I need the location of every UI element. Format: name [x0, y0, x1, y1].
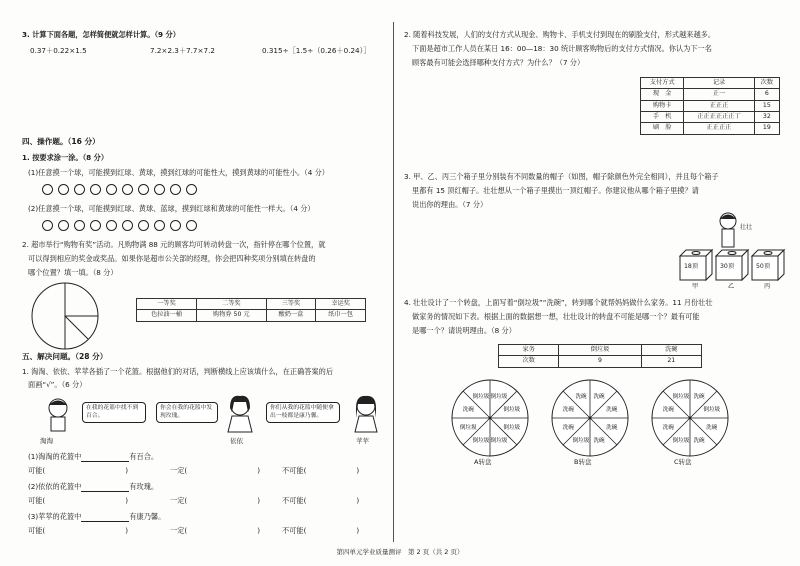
- wheel-sector-label: 倒垃圾: [490, 437, 508, 444]
- chore-head: 洗碗: [641, 345, 702, 356]
- prize-head-cell: 一等奖: [137, 299, 197, 310]
- q5-part3: [28, 512, 165, 522]
- ball[interactable]: [122, 184, 133, 195]
- q5-part3-impossible: [282, 526, 359, 536]
- box-count-jia: 18顶: [684, 263, 699, 270]
- taotao-figure: [38, 396, 78, 434]
- bubble-pingping: 你们从我的花篮中随便拿出一枝都是康乃馨。: [266, 402, 340, 423]
- option-close: ): [125, 526, 128, 535]
- chore-cell: 次数: [499, 356, 559, 367]
- option-close: ): [125, 496, 128, 505]
- bubble-taotao: 在我的花篮中找不到百合。: [82, 402, 146, 423]
- q5-part3-certain: [170, 526, 260, 536]
- prize-table: [136, 298, 366, 322]
- q5-part2-certain: [170, 496, 260, 506]
- option-impossible[interactable]: 不可能(: [282, 526, 307, 535]
- wheel-sector-label: 倒垃圾: [459, 425, 477, 432]
- payment-head: 记录: [684, 78, 754, 89]
- option-close: ): [356, 466, 360, 475]
- q4-1-title: 1. 按要求涂一涂。（8 分）: [22, 153, 109, 162]
- ball[interactable]: [122, 220, 133, 231]
- prize-cell: 色拉油一桶: [137, 310, 197, 321]
- box-name-yi: 乙: [728, 283, 735, 290]
- wheel-sector-label: 倒垃圾: [472, 394, 490, 401]
- q4-2-line2: 可以得到相应的奖金或奖品。如果你是超市公关部的经理，你会把四种奖项分别填在转盘的: [28, 254, 316, 263]
- wheel-c-label: C转盘: [674, 458, 692, 466]
- prize-head-cell: 二等奖: [197, 299, 266, 310]
- wheel-sector-label: 倒垃圾: [672, 437, 690, 444]
- answer-blank[interactable]: [81, 484, 129, 492]
- wheel-sector-label: 洗碗: [662, 425, 674, 432]
- r-q3-line1: 3. 甲、乙、丙三个箱子里分别装有不同数量的帽子（如图，帽子除颜色外完全相同），并且每个箱子: [404, 172, 719, 181]
- ball-row-2: [42, 220, 202, 234]
- wheel-sector-label: 洗碗: [593, 394, 605, 401]
- payment-method: 手 机: [641, 112, 684, 123]
- option-close: ): [125, 466, 128, 475]
- part-suffix: 有玫瑰。: [129, 482, 159, 491]
- q5-part1-impossible: [282, 466, 359, 476]
- q3-expr-3: 0.315÷［1.5÷（0.26＋0.24）］: [262, 46, 371, 55]
- yiyi-figure: [222, 394, 258, 434]
- section-4-heading: 四、操作题。（16 分）: [22, 137, 100, 146]
- payment-count: 19: [754, 123, 779, 134]
- chore-table: [498, 344, 702, 368]
- box-count-yi: 30顶: [720, 263, 735, 270]
- ball[interactable]: [106, 220, 117, 231]
- wheel-center: [489, 417, 492, 420]
- payment-method: 现 金: [641, 89, 684, 100]
- box-name-bing: 丙: [764, 283, 771, 290]
- option-possible[interactable]: 可能(: [28, 526, 46, 535]
- ball[interactable]: [154, 220, 165, 231]
- ball[interactable]: [138, 220, 149, 231]
- payment-method: 购物卡: [641, 100, 684, 111]
- prize-cell: 酸奶一盒: [266, 310, 316, 321]
- option-close: ): [257, 466, 260, 475]
- wheel-sector-label: 倒垃圾: [672, 394, 690, 401]
- q5-1-line1: 1. 淘淘、依依、苹苹各插了一个花篮。根据他们的对话，判断横线上应该填什么，在正确答案的后: [22, 367, 334, 376]
- q5-part1: [28, 452, 158, 462]
- wheel-c[interactable]: [640, 376, 740, 460]
- r-q2-line3: 顾客最有可能会选择哪种支付方式？为什么？（7 分）: [412, 58, 585, 67]
- ball[interactable]: [58, 184, 69, 195]
- wheel-a-label: A转盘: [474, 458, 492, 466]
- ball[interactable]: [90, 220, 101, 231]
- q4-2-line1: 2. 超市举行“购物有奖”活动。凡购物满 88 元的顾客均可转动转盘一次，指针停在哪个位置，就: [22, 240, 326, 249]
- option-close: ): [257, 526, 260, 535]
- wheel-a[interactable]: [440, 376, 540, 460]
- section-5-heading: 五、解决问题。（28 分）: [22, 352, 108, 361]
- name-pingping: 苹苹: [356, 437, 369, 445]
- q4-1-a: (1)任意摸一个球，可能摸到红球、黄球，摸到红球的可能性大，摸到黄球的可能性小。（4 分）: [28, 168, 329, 177]
- wheel-sector-label: 洗碗: [693, 394, 705, 401]
- box-count-bing: 50顶: [756, 263, 771, 270]
- ball[interactable]: [42, 184, 53, 195]
- payment-table: [640, 77, 780, 135]
- q5-part2-impossible: [282, 496, 359, 506]
- ball[interactable]: [186, 184, 197, 195]
- r-q3-line3: 说出你的理由。（7 分）: [412, 200, 488, 209]
- wheel-b-label: B转盘: [574, 458, 592, 466]
- wheel-sector-label: 倒垃圾: [490, 394, 508, 401]
- ball[interactable]: [90, 184, 101, 195]
- payment-tally: 正正正正正正丅: [684, 112, 754, 123]
- option-close: ): [257, 496, 260, 505]
- ball[interactable]: [170, 220, 181, 231]
- option-close: ): [356, 526, 360, 535]
- wheel-sector-label: 洗碗: [575, 394, 587, 401]
- chore-head: 家务: [499, 345, 559, 356]
- part-suffix: 有康乃馨。: [129, 512, 166, 521]
- payment-method: 刷 脸: [641, 123, 684, 134]
- ball[interactable]: [154, 184, 165, 195]
- wheel-sector-label: 洗碗: [593, 437, 605, 444]
- wheel-sector-label: 洗碗: [562, 425, 574, 432]
- box-name-jia: 甲: [692, 283, 699, 290]
- q4-2-line3: 哪个位置？填一填。（8 分）: [28, 268, 118, 277]
- wheel-sector-label: 洗碗: [606, 406, 618, 413]
- wheel-sector-label: 倒垃圾: [703, 406, 721, 413]
- ball[interactable]: [138, 184, 149, 195]
- payment-count: 6: [754, 89, 779, 100]
- name-zhuangzhuang: 壮壮: [740, 224, 753, 231]
- r-q2-line2: 下面是超市工作人员在某日 16：00—18：30 统计顾客购物后的支付方式情况。你认为下一名: [412, 44, 712, 53]
- wheel-sector-label: 洗碗: [693, 437, 705, 444]
- wheel-b[interactable]: [540, 376, 640, 460]
- name-taotao: 淘淘: [40, 437, 53, 445]
- q3-expr-1: 0.37＋0.22×1.5: [30, 46, 87, 55]
- payment-tally: 正正正正: [684, 123, 754, 134]
- option-possible[interactable]: 可能(: [28, 496, 46, 505]
- r-q4-line1: 4. 壮壮设计了一个转盘，上面写着“倒垃圾”“洗碗”，转到哪个就帮妈妈做什么家务。11 月份壮壮: [404, 298, 713, 307]
- wheel-center: [689, 417, 692, 420]
- ball[interactable]: [170, 184, 181, 195]
- part-label: (2)依依的花篮中: [28, 482, 82, 491]
- page-footer: 第四单元学业质量测评 第 2 页（共 2 页）: [336, 548, 464, 556]
- bubble-yiyi: 你会在我的花篮中发现玫瑰。: [156, 402, 218, 423]
- answer-blank[interactable]: [81, 514, 129, 522]
- chore-cell: 21: [641, 356, 702, 367]
- prize-head-cell: 幸运奖: [316, 299, 366, 310]
- prize-cell: 纸巾一包: [316, 310, 366, 321]
- payment-tally: 正正正: [684, 100, 754, 111]
- ball[interactable]: [58, 220, 69, 231]
- option-certain[interactable]: 一定(: [170, 526, 188, 535]
- pingping-figure: [348, 394, 384, 434]
- ball[interactable]: [74, 220, 85, 231]
- r-q3-line2: 里都有 15 顶红帽子。壮壮想从一个箱子里摸出一顶红帽子。你建议他从哪个箱子里摸？请: [412, 186, 699, 195]
- wheel-center: [589, 417, 592, 420]
- option-close: ): [356, 496, 360, 505]
- q4-1-b: (2)任意摸一个球，可能摸到红球、黄球、蓝球，摸到红球和黄球的可能性一样大。（4 分）: [28, 204, 315, 213]
- chore-head: 倒垃圾: [559, 345, 641, 356]
- ball[interactable]: [106, 184, 117, 195]
- payment-head: 支付方式: [641, 78, 684, 89]
- q3-title: 3. 计算下面各题，怎样简便就怎样计算。（9 分）: [22, 30, 180, 39]
- q5-part1-certain: [170, 466, 260, 476]
- q5-part3-options: [28, 526, 128, 536]
- option-possible[interactable]: 可能(: [28, 466, 46, 475]
- ball[interactable]: [74, 184, 85, 195]
- payment-count: 15: [754, 100, 779, 111]
- part-suffix: 有百合。: [129, 452, 159, 461]
- option-certain[interactable]: 一定(: [170, 496, 188, 505]
- q5-part2-options: [28, 496, 128, 506]
- chore-cell: 9: [559, 356, 641, 367]
- name-yiyi: 依依: [230, 437, 243, 445]
- option-certain[interactable]: 一定(: [170, 466, 188, 475]
- wheel-sector-label: 倒垃圾: [572, 437, 590, 444]
- option-impossible[interactable]: 不可能(: [282, 466, 307, 475]
- wheel-sector-label: 倒垃圾: [472, 437, 490, 444]
- option-impossible[interactable]: 不可能(: [282, 496, 307, 505]
- prize-head-cell: 三等奖: [266, 299, 316, 310]
- r-q4-line3: 是哪一个？请说明理由。（8 分）: [412, 326, 516, 335]
- ball[interactable]: [186, 220, 197, 231]
- q5-1-line2: 面画“√”。（6 分）: [28, 380, 87, 389]
- part-label: (3)苹苹的花篮中: [28, 512, 82, 521]
- r-q2-line1: 2. 随着科技发展，人们的支付方式从现金、购物卡、手机支付到现在的刷脸支付，形式越来越多。: [404, 30, 716, 39]
- ball[interactable]: [42, 220, 53, 231]
- payment-head: 次数: [754, 78, 779, 89]
- wheel-sector-label: 倒垃圾: [503, 425, 521, 432]
- column-divider: [393, 22, 394, 542]
- payment-tally: 正一: [684, 89, 754, 100]
- q5-part1-options: [28, 466, 128, 476]
- part-label: (1)淘淘的花篮中: [28, 452, 82, 461]
- wheel-sector-label: 洗碗: [562, 406, 574, 413]
- wheel-sector-label: 洗碗: [662, 406, 674, 413]
- payment-count: 32: [754, 112, 779, 123]
- r-q4-line2: 做家务的情况如下表。根据上面的数据想一想，壮壮设计的转盘不可能是哪一个？最有可能: [412, 312, 700, 321]
- wheel-sector-label: 洗碗: [706, 425, 718, 432]
- answer-blank[interactable]: [81, 454, 129, 462]
- q3-expr-2: 7.2×2.3＋7.7×7.2: [150, 46, 215, 55]
- q5-part2: [28, 482, 158, 492]
- wheel-sector-label: 洗碗: [462, 406, 474, 413]
- prize-cell: 购物券 50 元: [197, 310, 266, 321]
- ball-row-1: [42, 184, 202, 198]
- wheel-sector-label: 洗碗: [606, 425, 618, 432]
- prize-wheel[interactable]: [30, 281, 100, 351]
- wheel-sector-label: 倒垃圾: [503, 406, 521, 413]
